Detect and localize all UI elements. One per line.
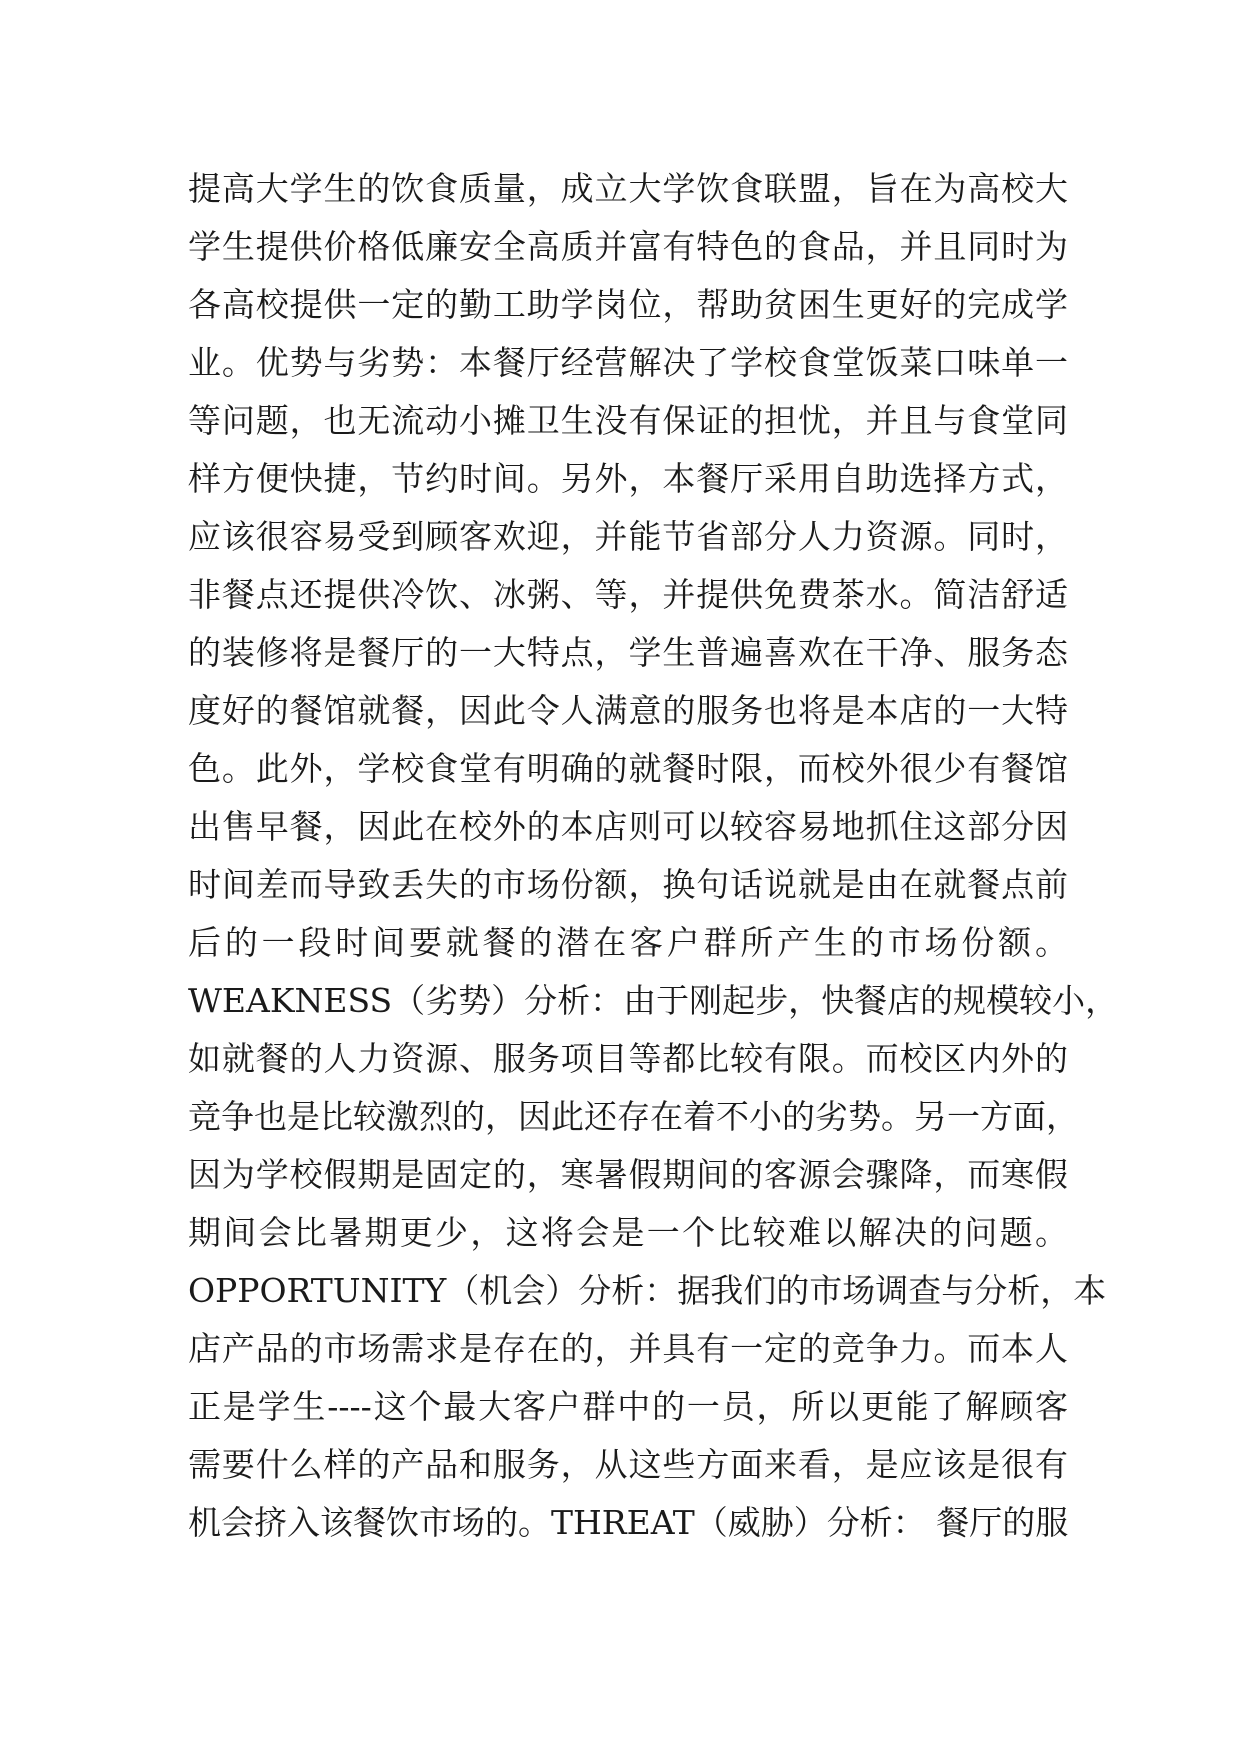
text-line: 需要什么样的产品和服务，从这些方面来看，是应该是很有 <box>188 1445 1068 1484</box>
text-line: OPPORTUNITY（机会）分析：据我们的市场调查与分析，本 <box>188 1271 1107 1310</box>
text-line: 提高大学生的饮食质量，成立大学饮食联盟，旨在为高校大 <box>188 169 1068 208</box>
text-line: 各高校提供一定的勤工助学岗位，帮助贫困生更好的完成学 <box>188 285 1068 324</box>
text-line: 出售早餐，因此在校外的本店则可以较容易地抓住这部分因 <box>188 807 1068 846</box>
text-line: 期间会比暑期更少，这将会是一个比较难以解决的问题。 <box>188 1213 1068 1252</box>
text-line: 样方便快捷，节约时间。另外，本餐厅采用自助选择方式， <box>188 459 1068 498</box>
text-line: 度好的餐馆就餐，因此令人满意的服务也将是本店的一大特 <box>188 691 1068 730</box>
text-line: 后的一段时间要就餐的潜在客户群所产生的市场份额。 <box>188 923 1068 962</box>
text-line: 店产品的市场需求是存在的，并具有一定的竞争力。而本人 <box>188 1329 1068 1368</box>
text-line: 如就餐的人力资源、服务项目等都比较有限。而校区内外的 <box>188 1039 1068 1078</box>
text-line: 正是学生----这个最大客户群中的一员，所以更能了解顾客 <box>188 1387 1068 1426</box>
text-line: 学生提供价格低廉安全高质并富有特色的食品，并且同时为 <box>188 227 1068 266</box>
text-line: 竞争也是比较激烈的，因此还存在着不小的劣势。另一方面， <box>188 1097 1079 1136</box>
text-line: 时间差而导致丢失的市场份额，换句话说就是由在就餐点前 <box>188 865 1068 904</box>
text-line: 的装修将是餐厅的一大特点，学生普遍喜欢在干净、服务态 <box>188 633 1068 672</box>
text-line: WEAKNESS（劣势）分析：由于刚起步，快餐店的规模较小， <box>188 981 1119 1020</box>
text-line: 机会挤入该餐饮市场的。THREAT（威胁）分析： 餐厅的服 <box>188 1503 1069 1542</box>
text-line: 因为学校假期是固定的，寒暑假期间的客源会骤降，而寒假 <box>188 1155 1068 1194</box>
text-line: 等问题，也无流动小摊卫生没有保证的担忧，并且与食堂同 <box>188 401 1068 440</box>
text-line: 非餐点还提供冷饮、冰粥、等，并提供免费茶水。简洁舒适 <box>188 575 1068 614</box>
text-line: 色。此外，学校食堂有明确的就餐时限，而校外很少有餐馆 <box>188 749 1068 788</box>
text-line: 业。优势与劣势：本餐厅经营解决了学校食堂饭菜口味单一 <box>188 343 1068 382</box>
text-line: 应该很容易受到顾客欢迎，并能节省部分人力资源。同时， <box>188 517 1068 556</box>
body-text <box>188 160 1119 1552</box>
